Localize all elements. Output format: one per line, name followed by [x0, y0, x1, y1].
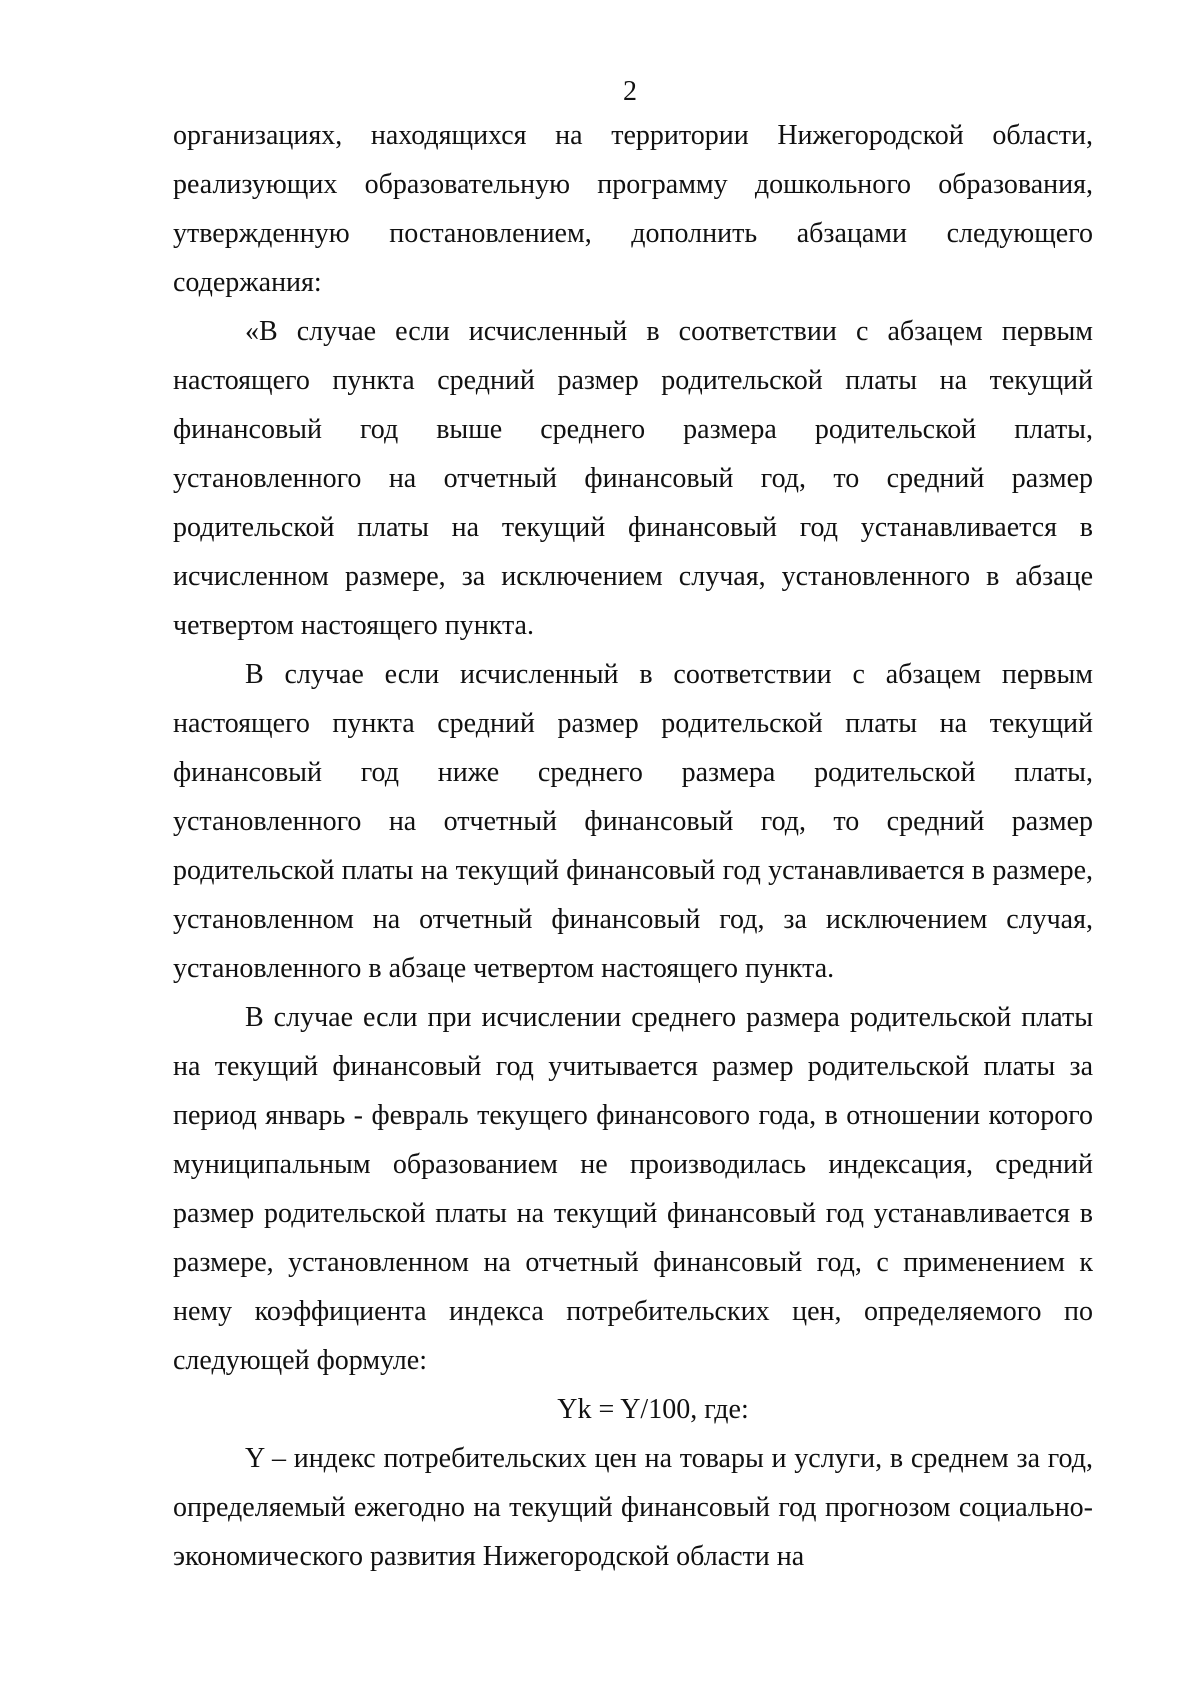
paragraph-cpi-definition: Y – индекс потребительских цен на товары и услуги, в среднем за год, определяемый ежегодно на текущий финансовый год прогнозом социально-экономического развития Нижегородской области на [173, 1443, 1093, 1572]
page-number: 2 [623, 76, 637, 107]
paragraph-indexation-case: В случае если при исчислении среднего размера родительской платы на текущий финансовый год учитывается размер родительской платы за период январь - февраль текущего финансового года, в отношении которого муниципальным образованием не производилась индексация, средний размер родительской платы на текущий финансовый год устанавливается в размере, установленном на отчетный финансовый год, с применением к нему коэффициента индекса потребительских цен, определяемого по следующей формуле: [173, 1002, 1093, 1376]
paragraph-continuation: организациях, находящихся на территории Нижегородской области, реализующих образовательную программу дошкольного образования, утвержденную постановлением, дополнить абзацами следующего содержания: [173, 120, 1093, 298]
paragraph-lower-fee-case: В случае если исчисленный в соответствии с абзацем первым настоящего пункта средний размер родительской платы на текущий финансовый год ниже среднего размера родительской платы, установленного на отчетный финансовый год, то средний размер родительской платы на текущий финансовый год устанавливается в размере, установленном на отчетный финансовый год, за исключением случая, установленного в абзаце четвертом настоящего пункта. [173, 659, 1093, 984]
formula: Yk = Y/100, где: [557, 1394, 749, 1425]
paragraph-higher-fee-case: «В случае если исчисленный в соответствии с абзацем первым настоящего пункта средний размер родительской платы на текущий финансовый год выше среднего размера родительской платы, установленного на отчетный финансовый год, то средний размер родительской платы на текущий финансовый год устанавливается в исчисленном размере, за исключением случая, установленного в абзаце четвертом настоящего пункта. [173, 316, 1093, 641]
document-body [173, 111, 1093, 1581]
